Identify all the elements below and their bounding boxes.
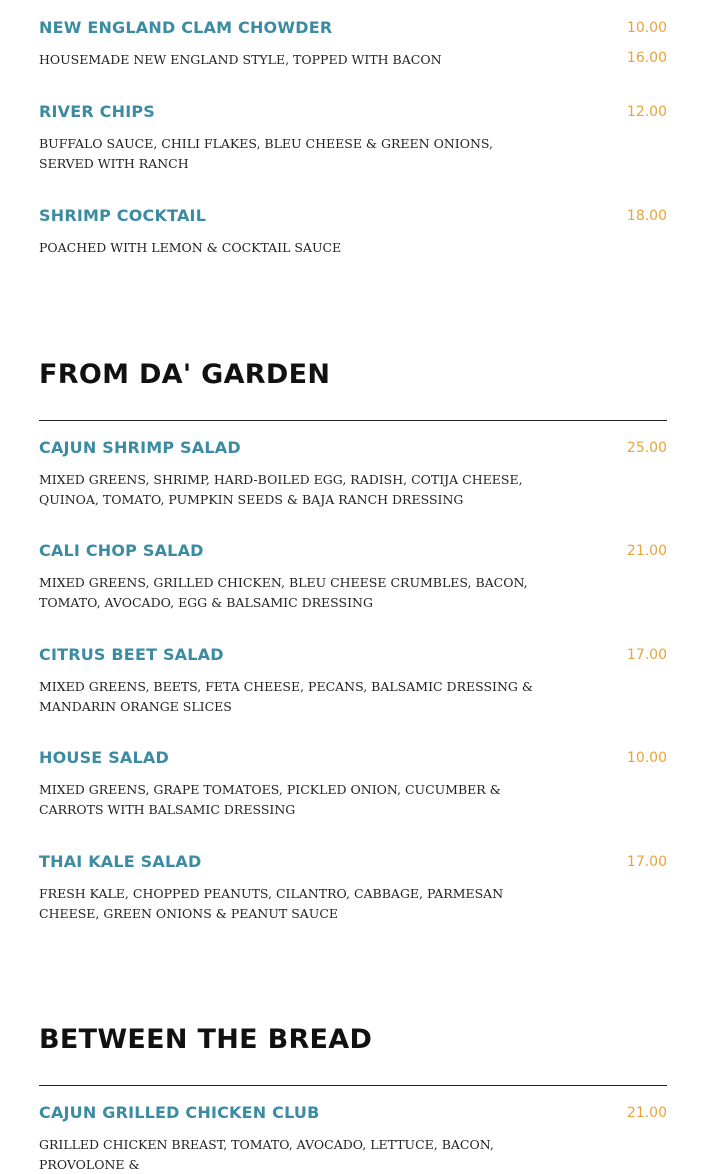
item-prices xyxy=(627,852,667,882)
item-prices xyxy=(627,18,667,78)
item-prices xyxy=(627,748,667,778)
item-price: 21.00 xyxy=(626,543,667,559)
menu-item xyxy=(39,102,667,173)
item-prices xyxy=(627,438,667,468)
item-description: MIXED GREENS, GRAPE TOMATOES, PICKLED ONION, CUCUMBER & CARROTS WITH BALSAMIC DRESSING xyxy=(39,782,501,817)
item-name: THAI KALE SALAD xyxy=(39,852,202,871)
section-divider xyxy=(39,420,667,421)
item-description: POACHED WITH LEMON & COCKTAIL SAUCE xyxy=(39,240,342,255)
item-price: 21.00 xyxy=(626,1105,667,1121)
item-price: 12.00 xyxy=(626,104,667,120)
item-name: RIVER CHIPS xyxy=(39,102,156,121)
item-name: CITRUS BEET SALAD xyxy=(39,645,224,664)
section-title: FROM DA' GARDEN xyxy=(39,359,331,390)
item-prices xyxy=(627,541,667,571)
item-prices xyxy=(627,1103,667,1133)
menu-item xyxy=(39,206,667,258)
menu-item xyxy=(39,1103,667,1174)
item-price: 25.00 xyxy=(626,440,667,456)
item-price: 10.00 xyxy=(626,20,667,36)
item-description: MIXED GREENS, GRILLED CHICKEN, BLEU CHEESE CRUMBLES, BACON, TOMATO, AVOCADO, EGG & BALSAMIC DRESSING xyxy=(39,575,528,610)
item-description: MIXED GREENS, SHRIMP, HARD-BOILED EGG, RADISH, COTIJA CHEESE, QUINOA, TOMATO, PUMPKIN SEEDS & BAJA RANCH DRESSING xyxy=(39,472,523,507)
item-name: CAJUN SHRIMP SALAD xyxy=(39,438,241,457)
item-description: MIXED GREENS, BEETS, FETA CHEESE, PECANS, BALSAMIC DRESSING & MANDARIN ORANGE SLICES xyxy=(39,679,533,714)
menu-item xyxy=(39,541,667,612)
item-price: 16.00 xyxy=(626,50,667,66)
section-divider xyxy=(39,1085,667,1086)
item-description: GRILLED CHICKEN BREAST, TOMATO, AVOCADO, LETTUCE, BACON, PROVOLONE & xyxy=(39,1137,494,1172)
menu-item xyxy=(39,748,667,819)
item-prices xyxy=(627,102,667,132)
item-name: SHRIMP COCKTAIL xyxy=(39,206,207,225)
item-prices xyxy=(627,206,667,236)
item-price: 10.00 xyxy=(626,750,667,766)
item-prices xyxy=(627,645,667,675)
menu-item xyxy=(39,438,667,509)
item-price: 17.00 xyxy=(626,647,667,663)
item-description: BUFFALO SAUCE, CHILI FLAKES, BLEU CHEESE & GREEN ONIONS, SERVED WITH RANCH xyxy=(39,136,493,171)
item-name: CALI CHOP SALAD xyxy=(39,541,204,560)
section-title: BETWEEN THE BREAD xyxy=(39,1024,373,1055)
item-name: HOUSE SALAD xyxy=(39,748,169,767)
item-name: NEW ENGLAND CLAM CHOWDER xyxy=(39,18,333,37)
item-description: HOUSEMADE NEW ENGLAND STYLE, TOPPED WITH BACON xyxy=(39,52,442,67)
item-name: CAJUN GRILLED CHICKEN CLUB xyxy=(39,1103,320,1122)
menu-item xyxy=(39,645,667,716)
menu-item xyxy=(39,852,667,923)
item-price: 18.00 xyxy=(626,208,667,224)
item-description: FRESH KALE, CHOPPED PEANUTS, CILANTRO, CABBAGE, PARMESAN CHEESE, GREEN ONIONS & PEANUT SAUCE xyxy=(39,886,504,921)
menu-item xyxy=(39,18,667,70)
item-price: 17.00 xyxy=(626,854,667,870)
